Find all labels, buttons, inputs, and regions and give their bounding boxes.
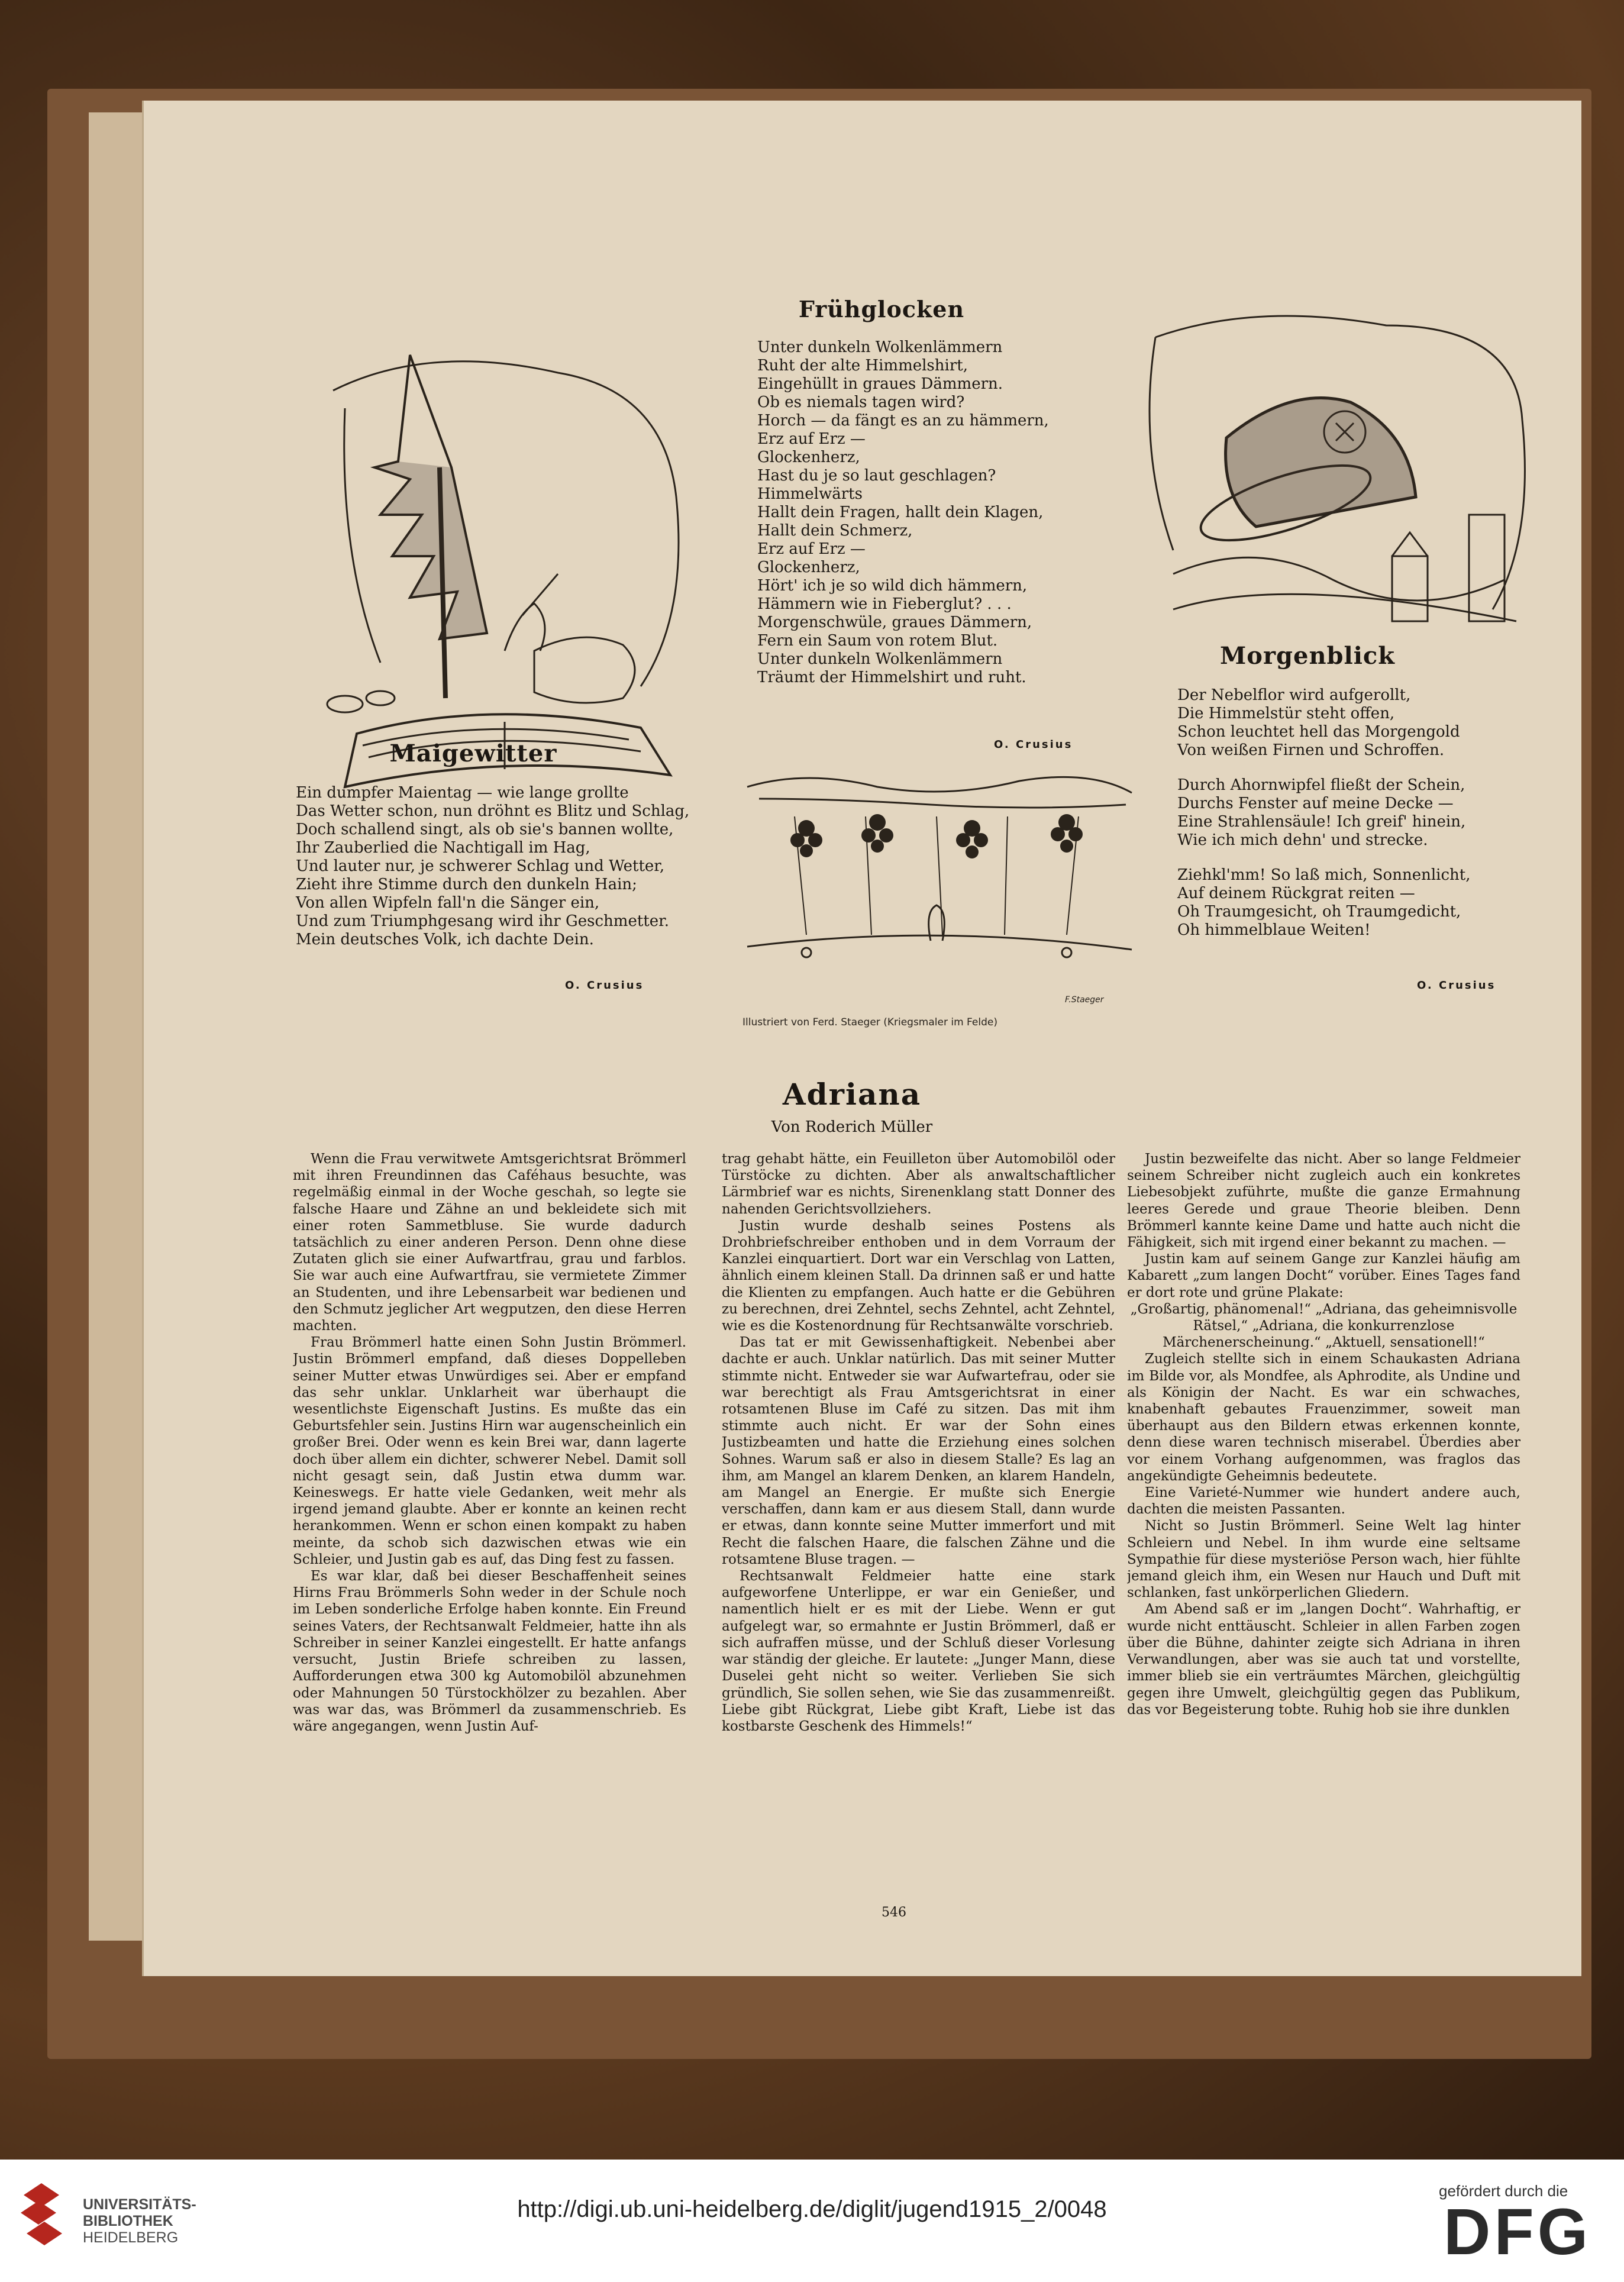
poem-line: Ihr Zauberlied die Nachtigall im Hag, (296, 839, 590, 857)
story-column-3 (1127, 1151, 1520, 1884)
story-column-2 (722, 1151, 1115, 1884)
poem-line: Hast du je so laut geschlagen? (757, 467, 996, 485)
story-column-1 (293, 1151, 686, 1884)
paragraph: Frau Brömmerl hatte einen Sohn Justin Brömmerl. Justin Brömmerl empfand, daß dieses Doppelleben seiner Mutter etwas Unwürdiges sei. Aber er empfand das sehr unklar. Unklarheit war überhaupt die wesentlichste Eigenschaft Justins. Es mußte das ein Geburtsfehler sein. Justins Hirn war augenscheinlich ein großer Brei. Oder wenn es kein Brei war, dann lagerte doch über allem ein dichter, schwerer Nebel. Damit soll nicht gesagt sein, daß Justin etwa dumm war. Keineswegs. Er hatte viele Gedanken, weit mehr als irgend jemand glaubte. Aber er konnte an keinen recht herankommen. Wenn er schon einen kompakt zu haben meinte, da schob sich dazwischen etwas wie ein Schleier, und Justin gab es auf, das Ding fest zu fassen. (293, 1335, 686, 1567)
poem-line: Schon leuchtet hell das Morgengold (1177, 723, 1460, 741)
poem-fruehglocken (757, 338, 1049, 687)
library-name-line: BIBLIOTHEK (83, 2213, 173, 2229)
poem-line: Die Himmelstür steht offen, (1177, 705, 1395, 722)
poem-line: Himmelwärts (757, 485, 863, 503)
illustration-credit: Illustriert von Ferd. Staeger (Kriegsmaler im Felde) (742, 1016, 997, 1028)
tree-and-book-illustration (309, 319, 694, 805)
permalink-url[interactable]: http://digi.ub.uni-heidelberg.de/diglit/jugend1915_2/0048 (517, 2196, 1107, 2222)
poem-line: Unter dunkeln Wolkenlämmern (757, 338, 1003, 356)
paragraph: Es war klar, daß bei dieser Beschaffenheit seines Hirns Frau Brömmerls Sohn weder in der Schule noch im Leben sonderliche Erfolge haben konnte. Ein Freund seines Vaters, der Rechtsanwalt Feldmeier, hatte ihn als Schreiber in seiner Kanzlei eingestellt. Er hatte anfangs versucht, Justin Briefe schreiben zu lassen, Aufforderungen etwa 300 kg Automobilöl abzunehmen oder Mahnungen 50 Türstockhölzer zu bezahlen. Aber was war das, was Brömmerl da zusammenschrieb. Es wäre angegangen, wenn Justin Auf- (293, 1568, 686, 1734)
poem-line: Und zum Triumphgesang wird ihr Geschmetter. (296, 912, 669, 930)
bell-illustration (1138, 302, 1546, 740)
story-author: Von Roderich Müller (771, 1118, 933, 1136)
paragraph: Das tat er mit Gewissenhaftigkeit. Nebenbei aber dachte er auch. Unklar natürlich. Das mit seiner Mutter stimmte nicht. Entweder sie war Aufwartefrau, oder sie war berechtigt als Frau Amtsgerichtsrat in einer rotsamtenen Bluse im Café zu sitzen. Das mit ihm stimmte auch nicht. Er war der Sohn eines Justizbeamten und hatte die Erziehung eines solchen Sohnes. Warum saß er also in diesem Stalle? Es lag an ihm, am Mangel an klarem Denken, an klarem Handeln, am Mangel an Energie. Er mußte sich Energie verschaffen, dann kam er aus diesem Stall, dann wurde er etwas, dann konnte seine Mutter immerfort und mit Recht die falschen Haare, die falschen Zähne und die rotsamtene Bluse tragen. — (722, 1335, 1115, 1567)
paragraph: „Großartig, phänomenal!“ „Adriana, das geheimnisvolle Rätsel,“ „Adriana, die konkurrenzlose Märchenerscheinung.“ „Aktuell, sensationell!“ (1130, 1301, 1518, 1351)
dfg-logo: DFG (1444, 2196, 1592, 2268)
poem-line: Mein deutsches Volk, ich dachte Dein. (296, 931, 594, 948)
grapevine-illustration (735, 763, 1144, 964)
poem-line: Hallt dein Schmerz, (757, 522, 913, 540)
library-name-line: HEIDELBERG (83, 2229, 179, 2246)
poem-title-morgenblick: Morgenblick (1220, 642, 1395, 670)
poem-morgenblick (1177, 686, 1470, 940)
poem-line: Ob es niemals tagen wird? (757, 393, 965, 411)
poem-signature: O. Crusius (565, 979, 644, 992)
poem-line: Wie ich mich dehn' und strecke. (1177, 831, 1428, 849)
paragraph: Nicht so Justin Brömmerl. Seine Welt lag hinter Schleiern und Nebel. In ihm wurde eine seltsame Sympathie für diese mysteriöse Person wach, hier fühlte jemand gleich ihm, ein Wesen nur Hauch und Duft mit schlanken, fast unkörperlichen Gliedern. (1127, 1518, 1520, 1601)
paragraph: Justin bezweifelte das nicht. Aber so lange Feldmeier seinem Schreiber nicht zugleich auch ein konkretes Liebesobjekt zuführte, mußte die ganze Ermahnung leeres Gerede und graue Theorie bleiben. Denn Brömmerl kannte keine Dame und hatte auch nicht die Fähigkeit, sich mit irgend einer bekannt zu machen. — (1127, 1151, 1520, 1251)
poem-line: Fern ein Saum von rotem Blut. (757, 632, 998, 650)
poem-line: Und lauter nur, je schwerer Schlag und Wetter, (296, 857, 665, 875)
paragraph: Wenn die Frau verwitwete Amtsgerichtsrat Brömmerl mit ihren Freundinnen das Caféhaus besuchte, was regelmäßig einmal in der Woche geschah, so legte sie falsche Haare und Zähne an und bekleidete sich mit einer roten Sammetbluse. Sie wurde dadurch tatsächlich zu einer anderen Person. Denn ohne diese Zutaten glich sie einer Aufwartfrau, grau und farblos. Sie war auch eine Aufwartfrau, sie vermietete Zimmer an Studenten, und ihre Lebensarbeit war bedienen und den Schmutz jeglicher Art wegputzen, den diese Herren machten. (293, 1151, 686, 1334)
poem-signature: O. Crusius (994, 738, 1073, 751)
poem-line: Horch — da fängt es an zu hämmern, (757, 412, 1049, 430)
poem-title-fruehglocken: Frühglocken (798, 296, 965, 322)
poem-line: Das Wetter schon, nun dröhnt es Blitz und Schlag, (296, 802, 690, 820)
library-name-line: UNIVERSITÄTS- (83, 2196, 196, 2213)
poem-line: Hämmern wie in Fieberglut? . . . (757, 595, 1012, 613)
poem-line: Hört' ich je so wild dich hämmern, (757, 577, 1028, 595)
poem-line: Durchs Fenster auf meine Decke — (1177, 795, 1454, 812)
poem-line: Glockenherz, (757, 448, 860, 466)
funding-label: gefördert durch die (1439, 2182, 1568, 2200)
poem-line: Erz auf Erz — (757, 540, 866, 558)
poem-line: Morgenschwüle, graues Dämmern, (757, 614, 1032, 631)
artist-mark: F.Staeger (1065, 995, 1104, 1005)
poem-line: Zieht ihre Stimme durch den dunkeln Hain; (296, 876, 637, 893)
poem-line: Oh himmelblaue Weiten! (1177, 921, 1371, 939)
poem-line: Der Nebelflor wird aufgerollt, (1177, 686, 1411, 704)
paragraph: Justin kam auf seinem Gange zur Kanzlei häufig am Kabarett „zum langen Docht“ vorüber. Eines Tages fand er dort rote und grüne Plakate: (1127, 1251, 1520, 1300)
poem-line: Hallt dein Fragen, hallt dein Klagen, (757, 503, 1044, 521)
poem-title-maigewitter: Maigewitter (389, 740, 557, 767)
story-title: Adriana (782, 1077, 922, 1112)
poem-line: Ruht der alte Himmelshirt, (757, 357, 968, 375)
poem-line: Von allen Wipfeln fall'n die Sänger ein, (296, 894, 600, 912)
poem-line: Erz auf Erz — (757, 430, 866, 448)
paragraph: trag gehabt hätte, ein Feuilleton über Automobilöl oder Türstöcke zu dichten. Aber als anwaltschaftlicher Lärmbrief war es nichts, Sirenenklang statt Donner des nahenden Gerichtsvollziehers. (722, 1151, 1115, 1217)
page-number: 546 (882, 1905, 906, 1920)
poem-line: Glockenherz, (757, 559, 860, 576)
poem-line: Oh Traumgesicht, oh Traumgedicht, (1177, 903, 1461, 921)
poem-line: Unter dunkeln Wolkenlämmern (757, 650, 1003, 668)
poem-line: Eine Strahlensäule! Ich greif' hinein, (1177, 813, 1466, 831)
poem-line: Ein dumpfer Maientag — wie lange grollte (296, 784, 629, 802)
paragraph: Zugleich stellte sich in einem Schaukasten Adriana im Bilde vor, als Mondfee, als Aphrodite, als Undine und als Königin der Nacht. Es war ein schwaches, knabenhaft gebautes Frauenzimmer, soweit man überhaupt aus den Bildern etwas erkennen konnte, denn diese waren technisch miserabel. Überdies aber vor einem Vorhang aufgenommen, was fraglos das angekündigte Geheimnis bedeutete. (1127, 1351, 1520, 1484)
poem-line: Durch Ahornwipfel fließt der Schein, (1177, 776, 1465, 794)
paragraph: Eine Varieté-Nummer wie hundert andere auch, dachten die meisten Passanten. (1127, 1485, 1520, 1518)
poem-signature: O. Crusius (1417, 979, 1496, 992)
poem-line: Eingehüllt in graues Dämmern. (757, 375, 1003, 393)
poem-line: Träumt der Himmelshirt und ruht. (757, 669, 1026, 686)
paragraph: Rechtsanwalt Feldmeier hatte eine stark aufgeworfene Unterlippe, er war ein Genießer, und namentlich hielt er es mit der Liebe. Wenn er gut aufgelegt war, so ermahnte er Justin Brömmerl, daß er sich aufraffen müsse, und der Schluß dieser Vorlesung war ständig der gleiche. Er lautete: „Junger Mann, diese Duselei geht nicht so weiter. Verlieben Sie sich gründlich, Sie sollen sehen, wie Sie das zusammenreißt. Liebe gibt Rückgrat, Liebe gibt Kraft, Liebe ist das kostbarste Geschenk des Himmels!“ (722, 1568, 1115, 1734)
poem-line: Von weißen Firnen und Schroffen. (1177, 741, 1445, 759)
poem-line: Ziehkl'mm! So laß mich, Sonnenlicht, (1177, 866, 1471, 884)
paragraph: Am Abend saß er im „langen Docht“. Wahrhaftig, er wurde nicht enttäuscht. Schleier in allen Farben zogen über die Bühne, dahinter zeigte sich Adriana in ihren Verwandlungen, aber was sie auch tat und vorstellte, immer blieb sie ein verträumtes Märchen, gleichgültig gegen ihre Umwelt, gleichgültig gegen das Publikum, das vor Begeisterung tobte. Ruhig hob sie ihre dunklen (1127, 1602, 1520, 1718)
poem-line: Auf deinem Rückgrat reiten — (1177, 885, 1415, 902)
poem-maigewitter (296, 784, 689, 949)
poem-line: Doch schallend singt, als ob sie's bannen wollte, (296, 821, 674, 838)
paragraph: Justin wurde deshalb seines Postens als Drohbriefschreiber enthoben und in dem Vorraum der Kanzlei einquartiert. Dort war ein Verschlag von Latten, ähnlich einem kleinen Stall. Da drinnen saß er und hatte die Klienten zu empfangen. Auch hatte er die Gebühren zu berechnen, drei Zehntel, sechs Zehntel, acht Zehntel, wie es die Kostenordnung für Rechtsanwälte vorschrieb. (722, 1218, 1115, 1334)
